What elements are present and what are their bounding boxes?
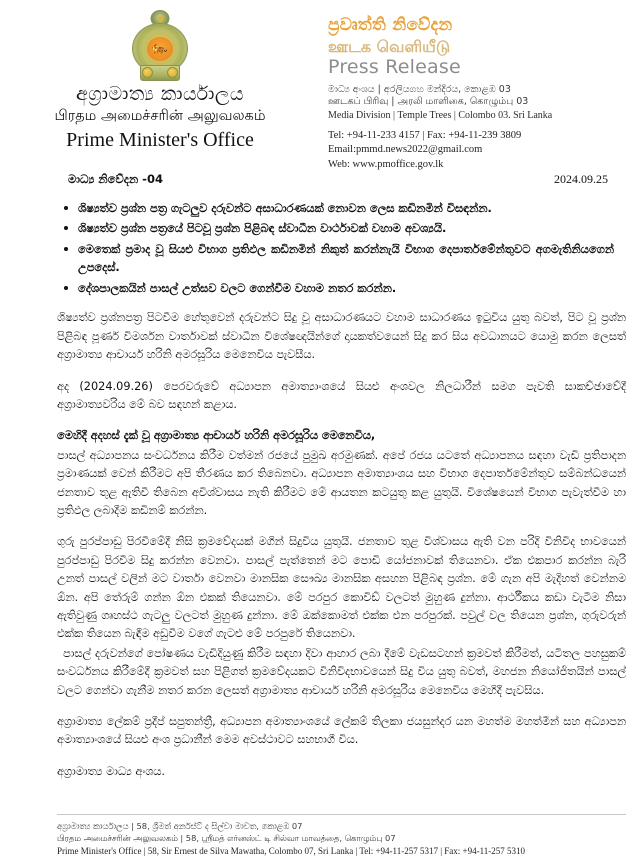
address-block	[328, 84, 640, 123]
list-item: ශිෂ්‍යත්ව ප්‍රශ්න පත්‍ර ගැටලුව දරුවන්ට අසාධාරණයක් නොවන ලෙස කඩිනමින් විසඳන්න.	[78, 199, 628, 217]
press-release-tamil: ஊடக வெளியீடு	[328, 36, 451, 56]
office-identity-block	[0, 8, 320, 153]
contact-tel-fax: Tel: +94-11-233 4157 | Fax: +94-11-239 3809	[328, 129, 522, 141]
footer-address-sinhala: අග්‍රාමාත්‍ය කාර්යාලය | 58, ශ්‍රීමත් අර්නස්ට් ද සිල්වා මාවත, කොළඹ 07	[57, 820, 303, 831]
signature-line: අග්‍රාමාත්‍ය මාධ්‍ය අංශය.	[57, 764, 166, 778]
sri-lanka-national-emblem-icon	[123, 10, 197, 82]
office-title-sinhala: අග්‍රාමාත්‍ය කාර්යාලය	[75, 83, 245, 105]
contact-web[interactable]: Web: www.pmoffice.gov.lk	[328, 158, 444, 170]
press-release-block	[320, 8, 640, 172]
body-paragraph: ශිෂ්‍යත්ව ප්‍රශ්නපත්‍ර පිටවීම හේතුවෙන් දරුවන්ට සිදු වූ අසාධාරණයට වහාම සාධාරණය ඉටුවිය යුතු බවත්, පිට වූ ප්‍රශ්න පිළිබඳ පූර්ණ විමර්ශන වාර්තාවක් ස්වාධීන විශේෂඥයින්ගේ දායකත්වයෙන් සිදු කර සිය අවධානයට යොමු කරන ලෙසත් අග්‍රාමාත්‍ය ආචාර්ය හරිනි අමරසූරිය මෙනෙවිය පැවසීය.	[57, 311, 626, 362]
list-item: දේශපාලකයින් පාසල් උත්සව වලට ගෙන්වීම වහාම නතර කරන්න.	[78, 279, 628, 297]
emblem-base	[140, 65, 180, 81]
footer-address-english: Prime Minister's Office | 58, Sir Ernest de Silva Mawatha, Colombo 07, Sri Lanka | Tel: +94-11-257 5317 | Fax: +94-11-257 5310	[57, 845, 525, 856]
document-body	[0, 309, 640, 781]
address-tamil: ஊடகப் பிரிவு | அரலி மாளிகை, கொழும்பு 03	[328, 96, 529, 108]
body-paragraph: පාසල් අධ්‍යාපනය සංවර්ධනය කිරීම වත්මන් රජයේ පුමුඛ අරමුණක්. අපේ රජය යටතේ අධ්‍යාපනය සඳහා වැඩි ප්‍රතිපාදන ප්‍රමාණයක් වෙන් කිරීමට අපි තීරණය කර තිබෙනවා. අධ්‍යාපන අමාත්‍යාංශය සහ විභාග දෙපාර්තමේන්තුව සම්බන්ධයෙන් ජනතාව තුළ ඇතිවී තිබෙන අවිශ්වාසය නැති කිරීමට මේ ආයතන කටයුතු කළ යුතුයි. විශේෂයෙන් විභාග පැවැත්වීම හා ප්‍රතිඵල ලබාදීම කඩිනම් කරන්න.	[57, 448, 626, 517]
press-release-english: Press Release	[328, 55, 461, 78]
contact-email[interactable]: Email:pmmd.news2022@gmail.com	[328, 144, 483, 156]
footer-address-tamil: பிரதம அமைச்சரின் அலுவலகம் | 58, ஸ்ரீமத் எர்னஸ்ட் டி சில்வா மாவத்தை, கொழும்பு 07	[57, 833, 396, 844]
contact-block	[328, 129, 640, 172]
document-header	[0, 0, 640, 170]
document-footer	[0, 814, 640, 858]
list-item: ශිෂ්‍යත්ව ප්‍රශ්න පත්‍රයේ පිටවූ ප්‍රශ්න පිළිබඳ ස්වාධීන වාර්ථාවක් වහාම අවශ්‍යයි.	[78, 219, 628, 237]
office-title-english: Prime Minister's Office	[66, 128, 254, 151]
address-sinhala: මාධ්‍ය අංශය | අරලියගහ මන්දිරය, කොළඹ 03	[328, 83, 511, 95]
quote-attribution-heading: මෙහිදී අදහස් දැක් වූ අග්‍රාමාත්‍ය ආචාර්ය හරිනි අමරසූරිය මෙනෙවිය,	[57, 429, 376, 443]
footer-divider	[57, 814, 626, 815]
address-english: Media Division | Temple Trees | Colombo 03. Sri Lanka	[328, 110, 553, 122]
key-points-list	[0, 199, 640, 297]
release-number: මාධ්‍ය නිවේදන -04	[68, 172, 163, 186]
body-paragraph: අද (2024.09.26) පෙරවරුවේ අධ්‍යාපන අමාත්‍යාංශයේ සියළු අංශවල නිලධාරීන් සමග පැවති සාකච්ඡාවේදී අග්‍රාමාත්‍යවරිය මේ බව සඳහන් කළාය.	[57, 379, 626, 411]
release-date: 2024.09.25	[554, 172, 608, 186]
office-title-tamil: பிரதம அமைச்சரின் அலுவலகம்	[54, 107, 266, 124]
lion-glyph: 🐅	[151, 41, 169, 56]
body-paragraph: අග්‍රාමාත්‍ය ලේකම් ප්‍රදීප් සපුතන්ත්‍රී, අධ්‍යාපන අමාත්‍යාංශයේ ලේකම් තිලකා ජයසුන්දර යන මහත්ම මහත්මීන් සහ අධ්‍යාපන අමාත්‍යාංශයේ සියළු අංශ ප්‍රධානීන් මෙම අවස්ථාවට සහභාගී විය.	[57, 715, 626, 747]
press-release-sinhala: ප්‍රවෘත්ති නිවේදන	[328, 15, 453, 35]
body-paragraph: පාසල් දරුවන්ගේ පෝෂණය වැඩිදියුණු කිරීම සඳහා දිවා ආහාර ලබා දීමේ වැඩසටහන් ක්‍රමවත් කිරීමත්, යටිතල පහසුකම් සංවර්ධනය කිරීමේදී ක්‍රමවත් සහ පිළිගත් ක්‍රමවේදයකට විනිවිදභාවයෙන් සිදු විය යුතු බවත්, මහජන නියෝජිතයින් පාසල් වලට ගෙන්වා ගැනීම නතර කරන ලෙසත් අග්‍රාමාත්‍ය ආචාර්ය හරිනි අමරසූරිය මෙනෙවිය මෙහිදී පැවසිය.	[57, 646, 626, 697]
list-item: මෙතෙක් ප්‍රමාද වූ සියළු විභාග ප්‍රතිඵල කඩිනමින් නිකුත් කරන්නැයි විභාග දෙපාර්තමේන්තුවට අගමැතිනියගෙන් උපදෙස්.	[78, 240, 628, 277]
emblem-inner-disc	[147, 37, 173, 61]
body-paragraph: ගුරු පුරප්පාඩු පිරවීමේදී නිසි ක්‍රමවේදයක් මගින් සිදුවිය යුතුයි. ජනතාව තුළ විශ්වාසය ඇති වන පරිදි විනිවිද භාවයෙන් පුරප්පාඩු පිරවීම සිදු කරන්න වෙනවා. පාසල් පැත්තෙන් මට පොඩි යෝජනාවක් තියෙනවා. ඒක එකපාර කරන්න බැරි උනත් පාසල් වලින් මට වාර්තා වෙනවා මානසික සෞඛ්‍ය මානසික අසහන පිළිබඳ ප්‍රශ්න. මේ ගැන අපි මැදිහත් වෙන්නම ඕන. අපි තේරුම් ගන්න ඕන එකක් තියෙනවා. මේ පරපුර කොවිඩ් වලටත් මුහුණ දුන්නා. ආර්ථීකය කඩා වැටීම නිසා ඇතිවුණු ගෘහස්ථ ගැටලු වලටත් මුහුණ දුන්නා. මේ ඔක්කොමත් එක්ක එන පරපුරක්. පවුල් වල තියෙන ප්‍රශ්න, ගුරුවරුන් එක්ක තියෙන බැඳීම අඩුවීම වගේ ගැටළු මේ පරපුරේ තියෙනවා.	[57, 535, 626, 641]
